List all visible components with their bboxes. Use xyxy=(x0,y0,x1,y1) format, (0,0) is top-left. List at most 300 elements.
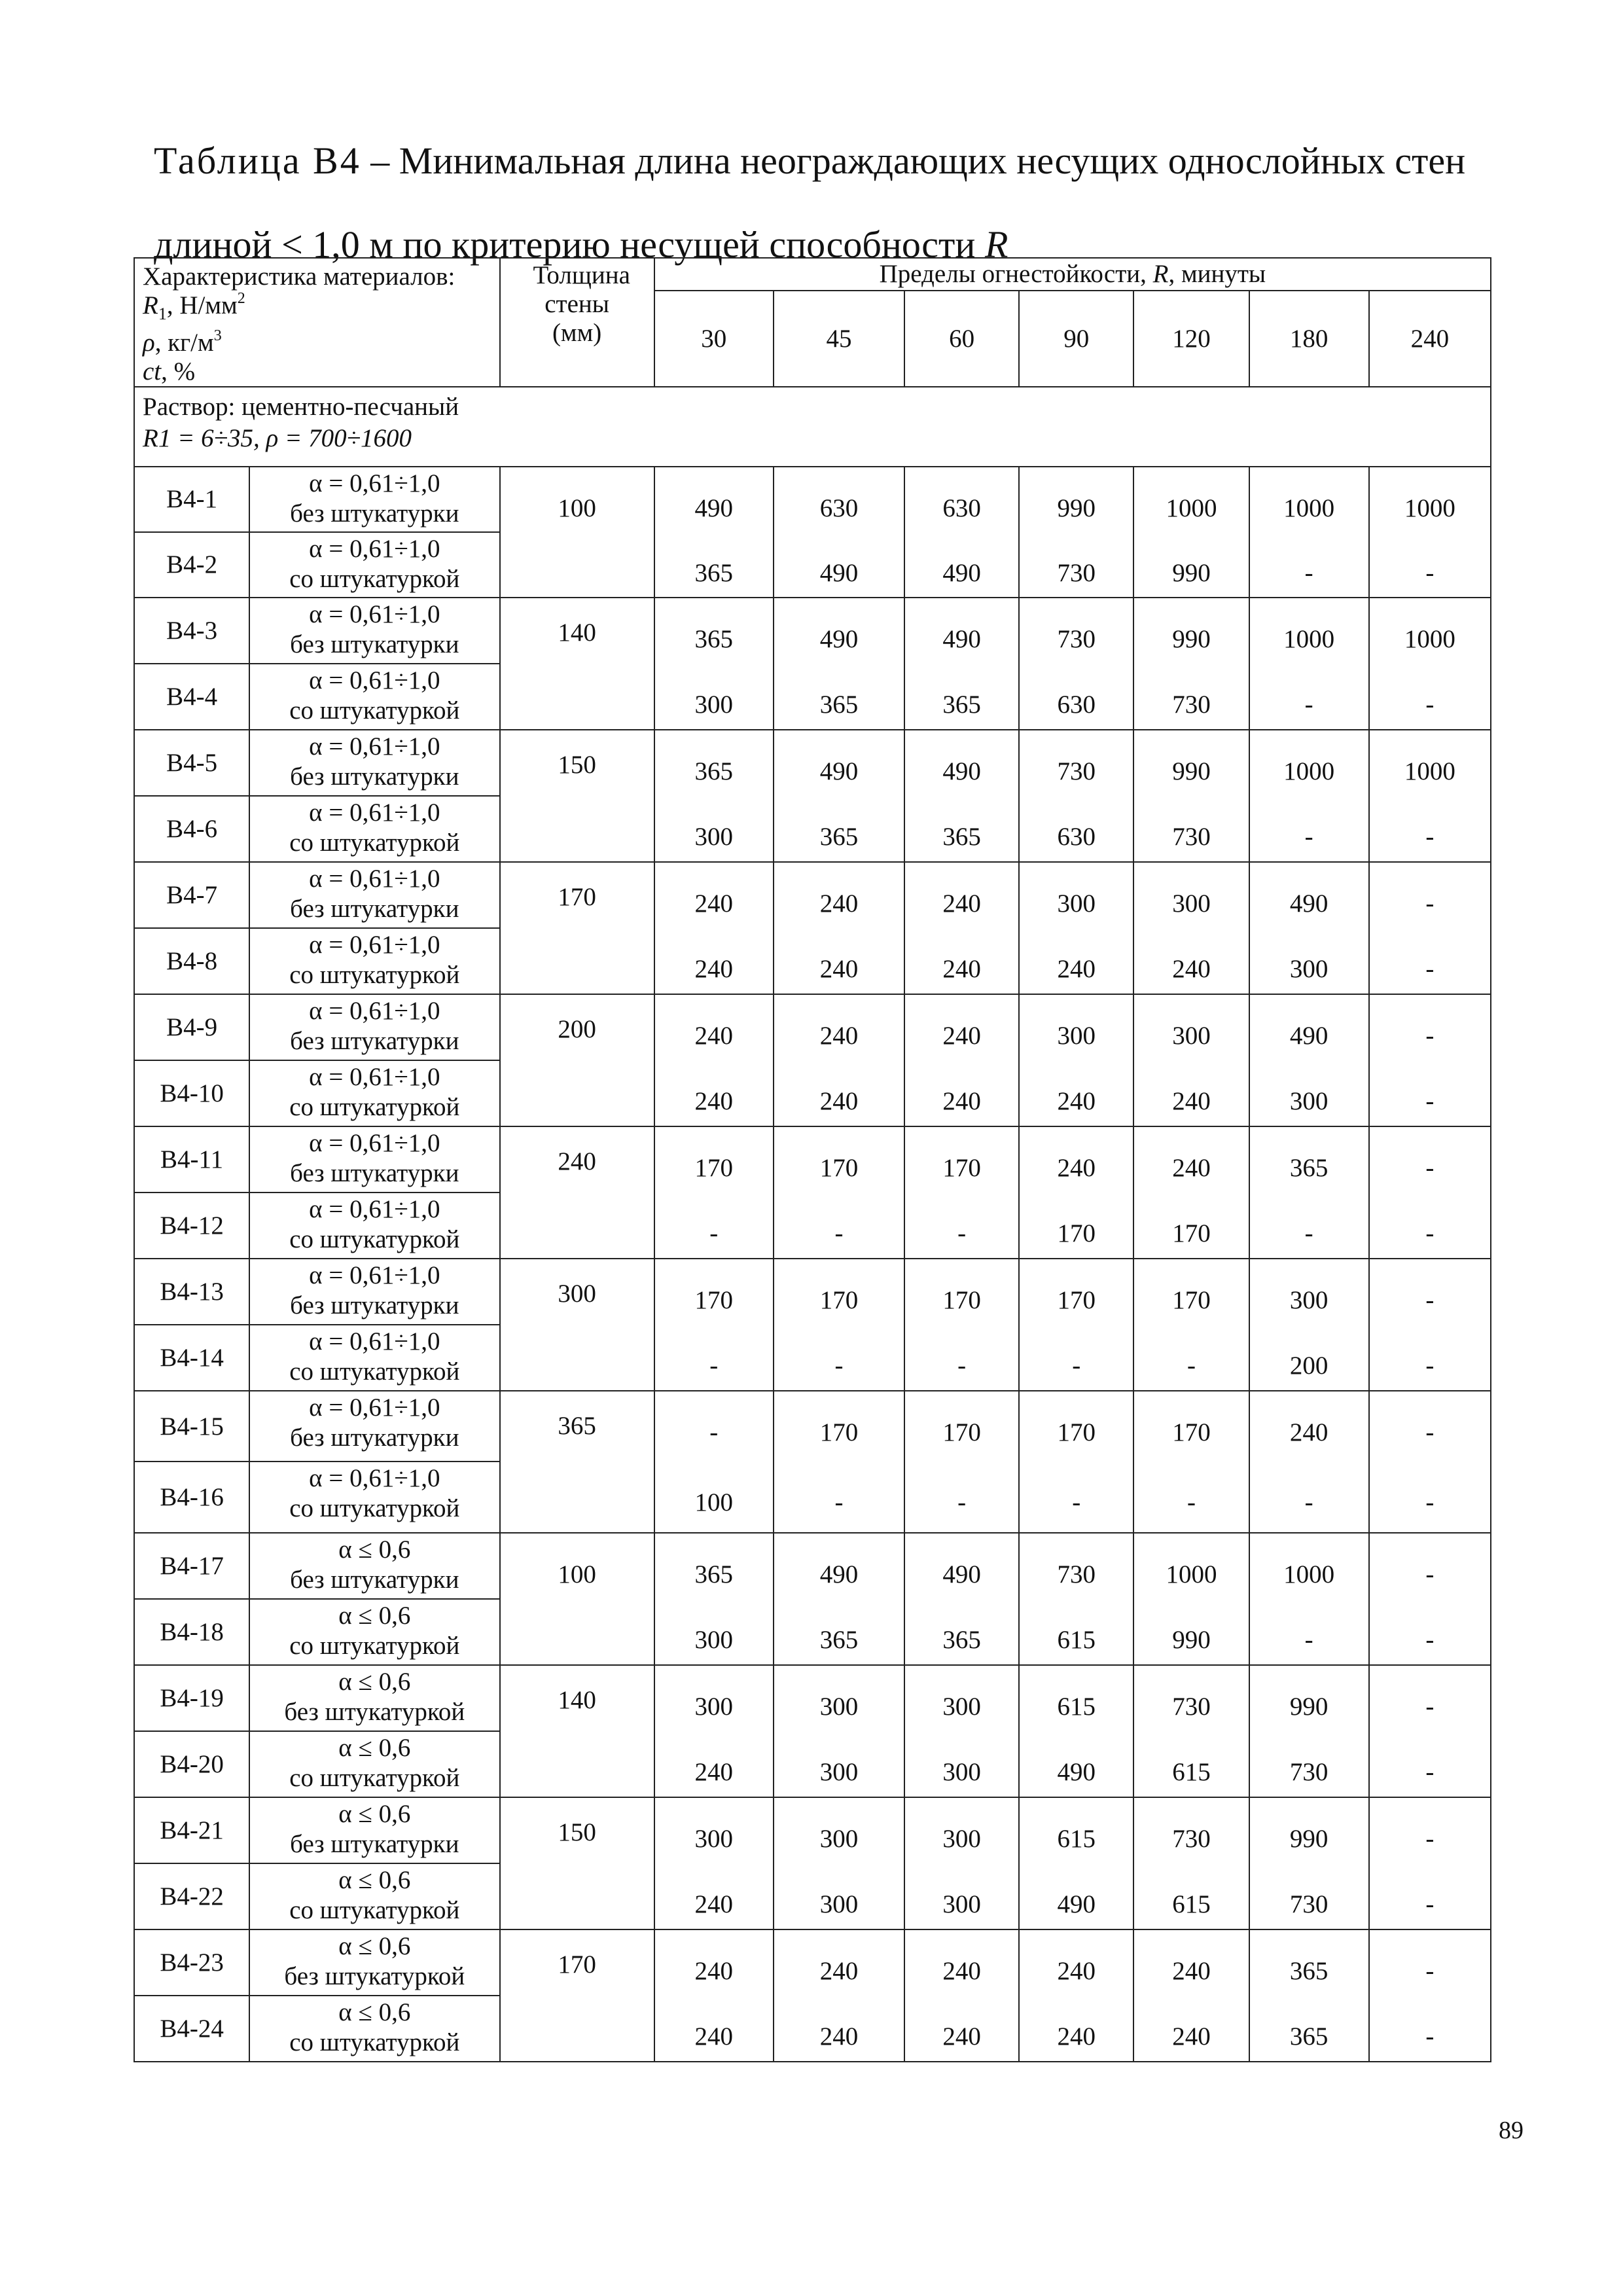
value-cell: 300 xyxy=(654,1797,774,1863)
value-cell: 170 xyxy=(1133,1391,1249,1462)
limits-r: R xyxy=(1152,260,1169,288)
value-cell: 300 xyxy=(904,1863,1019,1929)
row-description xyxy=(249,467,499,532)
mortar-line1: Раствор: цементно-песчаный xyxy=(143,392,459,421)
rho-exponent: 3 xyxy=(213,327,222,344)
table-row xyxy=(134,1126,1491,1193)
value-cell: 240 xyxy=(774,1929,904,1996)
value-cell: 170 xyxy=(774,1391,904,1462)
row-description xyxy=(249,730,499,796)
table-row xyxy=(134,1731,1491,1797)
value-cell: 240 xyxy=(1133,1929,1249,1996)
value-cell: 615 xyxy=(1133,1731,1249,1797)
plaster-condition: со штукатуркой xyxy=(289,1895,460,1924)
value-cell: 630 xyxy=(774,467,904,532)
value-cell: 240 xyxy=(1133,928,1249,994)
minute-header-180: 180 xyxy=(1249,291,1369,387)
alpha-condition: α ≤ 0,6 xyxy=(338,1535,411,1564)
caption-title-part1: Минимальная длина неограждающих несущих однослойных стен xyxy=(399,139,1466,182)
value-cell: 365 xyxy=(654,532,774,598)
value-cell: 730 xyxy=(1249,1731,1369,1797)
value-cell: - xyxy=(1249,1193,1369,1259)
value-cell: 365 xyxy=(654,1533,774,1599)
value-cell: 365 xyxy=(904,1599,1019,1665)
value-cell: 170 xyxy=(904,1126,1019,1193)
row-id: В4-23 xyxy=(134,1929,249,1996)
value-cell: 1000 xyxy=(1369,598,1491,664)
table-row xyxy=(134,1996,1491,2062)
row-description xyxy=(249,1259,499,1325)
value-cell: 490 xyxy=(774,730,904,796)
mortar-cell xyxy=(134,387,1491,467)
value-cell: - xyxy=(1369,1996,1491,2062)
alpha-condition: α ≤ 0,6 xyxy=(338,1931,411,1960)
value-cell: - xyxy=(1369,862,1491,928)
value-cell: 170 xyxy=(774,1259,904,1325)
value-cell: 490 xyxy=(904,532,1019,598)
alpha-condition: α ≤ 0,6 xyxy=(338,1799,411,1828)
row-description xyxy=(249,994,499,1060)
value-cell: - xyxy=(1369,1599,1491,1665)
row-id: В4-4 xyxy=(134,664,249,730)
value-cell: 240 xyxy=(1133,1996,1249,2062)
value-cell: 490 xyxy=(1249,862,1369,928)
thickness-header: Толщина стены (мм) xyxy=(533,261,630,347)
value-cell: 300 xyxy=(1249,1259,1369,1325)
value-cell: 490 xyxy=(1019,1863,1133,1929)
value-cell: 300 xyxy=(904,1665,1019,1731)
alpha-condition: α = 0,61÷1,0 xyxy=(309,666,440,694)
value-cell: - xyxy=(774,1193,904,1259)
plaster-condition: без штукатурки xyxy=(290,1565,459,1594)
alpha-condition: α = 0,61÷1,0 xyxy=(309,600,440,628)
row-description xyxy=(249,862,499,928)
plaster-condition: без штукатурки xyxy=(290,499,459,528)
page-number: 89 xyxy=(1499,2117,1524,2144)
value-cell: 170 xyxy=(1133,1259,1249,1325)
value-cell: - xyxy=(1369,1325,1491,1391)
materials-title: Характеристика материалов: xyxy=(143,262,455,291)
row-description xyxy=(249,598,499,664)
value-cell: 300 xyxy=(1249,1060,1369,1126)
limits-pre: Пределы огнестойкости, xyxy=(879,260,1147,288)
value-cell: 170 xyxy=(1133,1193,1249,1259)
alpha-condition: α = 0,61÷1,0 xyxy=(309,1327,440,1355)
thickness-cell: 100 xyxy=(500,1533,654,1665)
row-id: В4-9 xyxy=(134,994,249,1060)
row-description xyxy=(249,532,499,598)
table-row xyxy=(134,1665,1491,1731)
minute-header-240: 240 xyxy=(1369,291,1491,387)
value-cell: 1000 xyxy=(1369,730,1491,796)
row-id: В4-12 xyxy=(134,1193,249,1259)
rho-line xyxy=(143,329,493,357)
fire-resistance-table xyxy=(134,257,1491,2062)
alpha-condition: α ≤ 0,6 xyxy=(338,1733,411,1762)
minute-header-120: 120 xyxy=(1133,291,1249,387)
value-cell: 170 xyxy=(654,1259,774,1325)
value-cell: 240 xyxy=(1019,1060,1133,1126)
plaster-condition: без штукатуркой xyxy=(284,1962,465,1990)
caption-dash: – xyxy=(370,139,390,182)
row-id: В4-20 xyxy=(134,1731,249,1797)
value-cell: 240 xyxy=(1019,1996,1133,2062)
table-row xyxy=(134,467,1491,532)
alpha-condition: α ≤ 0,6 xyxy=(338,1667,411,1696)
value-cell: 240 xyxy=(654,1996,774,2062)
value-cell: 170 xyxy=(904,1391,1019,1462)
value-cell: 300 xyxy=(1249,928,1369,994)
value-cell: 240 xyxy=(654,928,774,994)
value-cell: - xyxy=(654,1391,774,1462)
alpha-condition: α ≤ 0,6 xyxy=(338,1865,411,1894)
value-cell: 490 xyxy=(774,598,904,664)
table-row xyxy=(134,598,1491,664)
plaster-condition: со штукатуркой xyxy=(289,828,460,857)
value-cell: 1000 xyxy=(1249,730,1369,796)
ct-symbol: ct xyxy=(143,357,162,386)
value-cell: 300 xyxy=(654,1599,774,1665)
value-cell: 365 xyxy=(654,598,774,664)
value-cell: - xyxy=(1369,1863,1491,1929)
plaster-condition: со штукатуркой xyxy=(289,1225,460,1253)
value-cell: 615 xyxy=(1019,1665,1133,1731)
alpha-condition: α = 0,61÷1,0 xyxy=(309,732,440,761)
value-cell: - xyxy=(1369,1259,1491,1325)
ct-unit: , % xyxy=(161,357,196,386)
alpha-condition: α ≤ 0,6 xyxy=(338,1998,411,2026)
value-cell: 730 xyxy=(1249,1863,1369,1929)
table-row xyxy=(134,862,1491,928)
plaster-condition: со штукатуркой xyxy=(289,1092,460,1121)
row-id: В4-19 xyxy=(134,1665,249,1731)
value-cell: - xyxy=(1369,1731,1491,1797)
row-id: В4-21 xyxy=(134,1797,249,1863)
table-row xyxy=(134,1391,1491,1462)
table-row xyxy=(134,1533,1491,1599)
limits-post: , минуты xyxy=(1168,260,1266,288)
value-cell: 240 xyxy=(774,928,904,994)
table-row xyxy=(134,994,1491,1060)
value-cell: 365 xyxy=(904,796,1019,862)
plaster-condition: со штукатуркой xyxy=(289,564,460,593)
caption-label: Таблица В4 xyxy=(154,139,361,182)
row-id: В4-13 xyxy=(134,1259,249,1325)
thickness-cell: 170 xyxy=(500,862,654,994)
table-row xyxy=(134,1060,1491,1126)
value-cell: - xyxy=(1369,994,1491,1060)
value-cell: - xyxy=(774,1325,904,1391)
value-cell: 730 xyxy=(1019,730,1133,796)
value-cell: 365 xyxy=(654,730,774,796)
value-cell: 365 xyxy=(904,664,1019,730)
row-description xyxy=(249,1797,499,1863)
value-cell: 990 xyxy=(1133,598,1249,664)
value-cell: 170 xyxy=(904,1259,1019,1325)
value-cell: 490 xyxy=(654,467,774,532)
row-id: В4-11 xyxy=(134,1126,249,1193)
alpha-condition: α = 0,61÷1,0 xyxy=(309,996,440,1025)
caption-line-1 xyxy=(154,119,1541,203)
value-cell: 490 xyxy=(904,1533,1019,1599)
value-cell: 300 xyxy=(774,1665,904,1731)
value-cell: 240 xyxy=(654,1731,774,1797)
value-cell: 300 xyxy=(1019,994,1133,1060)
plaster-condition: со штукатуркой xyxy=(289,1357,460,1386)
value-cell: 365 xyxy=(1249,1126,1369,1193)
value-cell: - xyxy=(1133,1325,1249,1391)
table-row xyxy=(134,1863,1491,1929)
value-cell: 490 xyxy=(904,730,1019,796)
value-cell: 615 xyxy=(1019,1797,1133,1863)
thickness-cell: 365 xyxy=(500,1391,654,1533)
value-cell: 990 xyxy=(1249,1665,1369,1731)
minute-header-45: 45 xyxy=(774,291,904,387)
plaster-condition: без штукатурки xyxy=(290,894,459,923)
value-cell: - xyxy=(1249,532,1369,598)
row-id: В4-18 xyxy=(134,1599,249,1665)
minute-header-60: 60 xyxy=(904,291,1019,387)
plaster-condition: без штукатурки xyxy=(290,762,459,791)
value-cell: - xyxy=(1369,1193,1491,1259)
value-cell: 615 xyxy=(1133,1863,1249,1929)
row-description xyxy=(249,1391,499,1462)
alpha-condition: α = 0,61÷1,0 xyxy=(309,798,440,827)
thickness-cell: 100 xyxy=(500,467,654,598)
value-cell: 240 xyxy=(1133,1126,1249,1193)
value-cell: - xyxy=(1019,1325,1133,1391)
value-cell: - xyxy=(1369,1060,1491,1126)
table-row xyxy=(134,532,1491,598)
mortar-line2 xyxy=(143,423,1482,454)
row-id: В4-16 xyxy=(134,1462,249,1533)
value-cell: - xyxy=(1249,1599,1369,1665)
value-cell: 365 xyxy=(774,796,904,862)
table-row xyxy=(134,1599,1491,1665)
r1-symbol: R xyxy=(143,291,158,319)
row-description xyxy=(249,1193,499,1259)
value-cell: 240 xyxy=(1019,1126,1133,1193)
value-cell: 1000 xyxy=(1369,467,1491,532)
value-cell: 1000 xyxy=(1249,598,1369,664)
value-cell: 1000 xyxy=(1249,467,1369,532)
value-cell: 170 xyxy=(654,1126,774,1193)
row-description xyxy=(249,1533,499,1599)
value-cell: 990 xyxy=(1133,532,1249,598)
value-cell: 300 xyxy=(904,1731,1019,1797)
value-cell: - xyxy=(904,1193,1019,1259)
value-cell: 300 xyxy=(774,1863,904,1929)
plaster-condition: со штукатуркой xyxy=(289,1631,460,1660)
value-cell: 240 xyxy=(904,994,1019,1060)
value-cell: 300 xyxy=(1133,994,1249,1060)
plaster-condition: со штукатуркой xyxy=(289,1494,460,1523)
plaster-condition: без штукатуркой xyxy=(284,1697,465,1726)
table-row xyxy=(134,730,1491,796)
alpha-condition: α = 0,61÷1,0 xyxy=(309,864,440,893)
value-cell: 730 xyxy=(1133,664,1249,730)
row-id: В4-10 xyxy=(134,1060,249,1126)
value-cell: 170 xyxy=(1019,1193,1133,1259)
value-cell: 990 xyxy=(1133,1599,1249,1665)
value-cell: 490 xyxy=(774,1533,904,1599)
r1-unit: , Н/мм xyxy=(166,291,238,319)
value-cell: 300 xyxy=(1019,862,1133,928)
row-description xyxy=(249,1665,499,1731)
value-cell: 200 xyxy=(1249,1325,1369,1391)
value-cell: - xyxy=(654,1325,774,1391)
r1-exponent: 2 xyxy=(237,290,245,307)
value-cell: 990 xyxy=(1249,1797,1369,1863)
rho-unit: , кг/м xyxy=(154,328,214,357)
row-description xyxy=(249,1929,499,1996)
value-cell: 1000 xyxy=(1249,1533,1369,1599)
table-row xyxy=(134,1929,1491,1996)
thickness-cell: 150 xyxy=(500,730,654,862)
alpha-condition: α = 0,61÷1,0 xyxy=(309,1194,440,1223)
row-id: В4-6 xyxy=(134,796,249,862)
value-cell: 240 xyxy=(1133,1060,1249,1126)
mortar-params: R1 = 6÷35, ρ = 700÷1600 xyxy=(143,423,412,452)
value-cell: 300 xyxy=(774,1797,904,1863)
value-cell: 730 xyxy=(1133,796,1249,862)
alpha-condition: α = 0,61÷1,0 xyxy=(309,1128,440,1157)
row-description xyxy=(249,664,499,730)
value-cell: 730 xyxy=(1019,598,1133,664)
row-description xyxy=(249,1462,499,1533)
row-id: В4-3 xyxy=(134,598,249,664)
value-cell: 730 xyxy=(1133,1797,1249,1863)
value-cell: - xyxy=(1369,1665,1491,1731)
value-cell: 240 xyxy=(774,1060,904,1126)
thickness-cell: 140 xyxy=(500,598,654,730)
minute-header-30: 30 xyxy=(654,291,774,387)
value-cell: 240 xyxy=(654,994,774,1060)
row-id: В4-7 xyxy=(134,862,249,928)
row-id: В4-22 xyxy=(134,1863,249,1929)
plaster-condition: со штукатуркой xyxy=(289,1763,460,1792)
value-cell: 630 xyxy=(904,467,1019,532)
value-cell: - xyxy=(1369,1462,1491,1533)
row-id: В4-17 xyxy=(134,1533,249,1599)
value-cell: - xyxy=(1369,928,1491,994)
value-cell: 300 xyxy=(654,664,774,730)
value-cell: 365 xyxy=(1249,1929,1369,1996)
rho-symbol: ρ xyxy=(143,328,155,357)
value-cell: 490 xyxy=(774,532,904,598)
value-cell: - xyxy=(1369,1797,1491,1863)
value-cell: 730 xyxy=(1133,1665,1249,1731)
alpha-condition: α = 0,61÷1,0 xyxy=(309,1464,440,1493)
limits-header-cell xyxy=(654,258,1491,291)
value-cell: 300 xyxy=(1133,862,1249,928)
value-cell: 240 xyxy=(774,1996,904,2062)
value-cell: 300 xyxy=(654,796,774,862)
row-description xyxy=(249,1599,499,1665)
alpha-condition: α = 0,61÷1,0 xyxy=(309,534,440,563)
row-id: В4-2 xyxy=(134,532,249,598)
value-cell: 240 xyxy=(904,928,1019,994)
value-cell: 365 xyxy=(1249,1996,1369,2062)
value-cell: 170 xyxy=(774,1126,904,1193)
plaster-condition: без штукатурки xyxy=(290,1829,459,1858)
row-id: В4-15 xyxy=(134,1391,249,1462)
row-description xyxy=(249,1325,499,1391)
table-row xyxy=(134,664,1491,730)
thickness-header-cell xyxy=(500,258,654,387)
value-cell: - xyxy=(654,1193,774,1259)
value-cell: 240 xyxy=(654,862,774,928)
value-cell: 615 xyxy=(1019,1599,1133,1665)
row-description xyxy=(249,1060,499,1126)
value-cell: 730 xyxy=(1019,532,1133,598)
value-cell: 240 xyxy=(1249,1391,1369,1462)
value-cell: - xyxy=(1019,1462,1133,1533)
row-description xyxy=(249,928,499,994)
alpha-condition: α = 0,61÷1,0 xyxy=(309,1261,440,1289)
value-cell: 1000 xyxy=(1133,1533,1249,1599)
value-cell: 240 xyxy=(774,994,904,1060)
plaster-condition: со штукатуркой xyxy=(289,696,460,725)
value-cell: - xyxy=(1369,796,1491,862)
value-cell: 170 xyxy=(1019,1259,1133,1325)
ct-line xyxy=(143,357,493,386)
value-cell: - xyxy=(774,1462,904,1533)
value-cell: - xyxy=(1369,1126,1491,1193)
table-row xyxy=(134,796,1491,862)
alpha-condition: α = 0,61÷1,0 xyxy=(309,1393,440,1422)
value-cell: 365 xyxy=(774,664,904,730)
row-description xyxy=(249,1863,499,1929)
value-cell: 490 xyxy=(1249,994,1369,1060)
table-row xyxy=(134,1462,1491,1533)
row-description xyxy=(249,1731,499,1797)
value-cell: 630 xyxy=(1019,796,1133,862)
value-cell: - xyxy=(1249,1462,1369,1533)
value-cell: 240 xyxy=(774,862,904,928)
thickness-cell: 200 xyxy=(500,994,654,1126)
plaster-condition: без штукатурки xyxy=(290,1423,459,1452)
value-cell: 240 xyxy=(654,1060,774,1126)
plaster-condition: без штукатурки xyxy=(290,1291,459,1319)
plaster-condition: без штукатурки xyxy=(290,1026,459,1055)
thickness-cell: 300 xyxy=(500,1259,654,1391)
value-cell: 630 xyxy=(1019,664,1133,730)
value-cell: - xyxy=(1249,796,1369,862)
thickness-cell: 170 xyxy=(500,1929,654,2062)
value-cell: 240 xyxy=(1019,1929,1133,1996)
value-cell: 240 xyxy=(1019,928,1133,994)
plaster-condition: со штукатуркой xyxy=(289,960,460,989)
value-cell: 240 xyxy=(654,1929,774,1996)
value-cell: 100 xyxy=(654,1462,774,1533)
value-cell: 240 xyxy=(904,862,1019,928)
r1-line xyxy=(143,291,493,329)
alpha-condition: α = 0,61÷1,0 xyxy=(309,469,440,497)
thickness-cell: 240 xyxy=(500,1126,654,1259)
value-cell: 730 xyxy=(1019,1533,1133,1599)
row-description xyxy=(249,1996,499,2062)
value-cell: - xyxy=(904,1462,1019,1533)
caption-title-r: R xyxy=(984,223,1008,266)
value-cell: 170 xyxy=(1019,1391,1133,1462)
value-cell: - xyxy=(1369,1533,1491,1599)
materials-header-cell xyxy=(134,258,500,387)
row-id: В4-1 xyxy=(134,467,249,532)
value-cell: 240 xyxy=(904,1060,1019,1126)
value-cell: - xyxy=(1369,1391,1491,1462)
table-row xyxy=(134,1259,1491,1325)
